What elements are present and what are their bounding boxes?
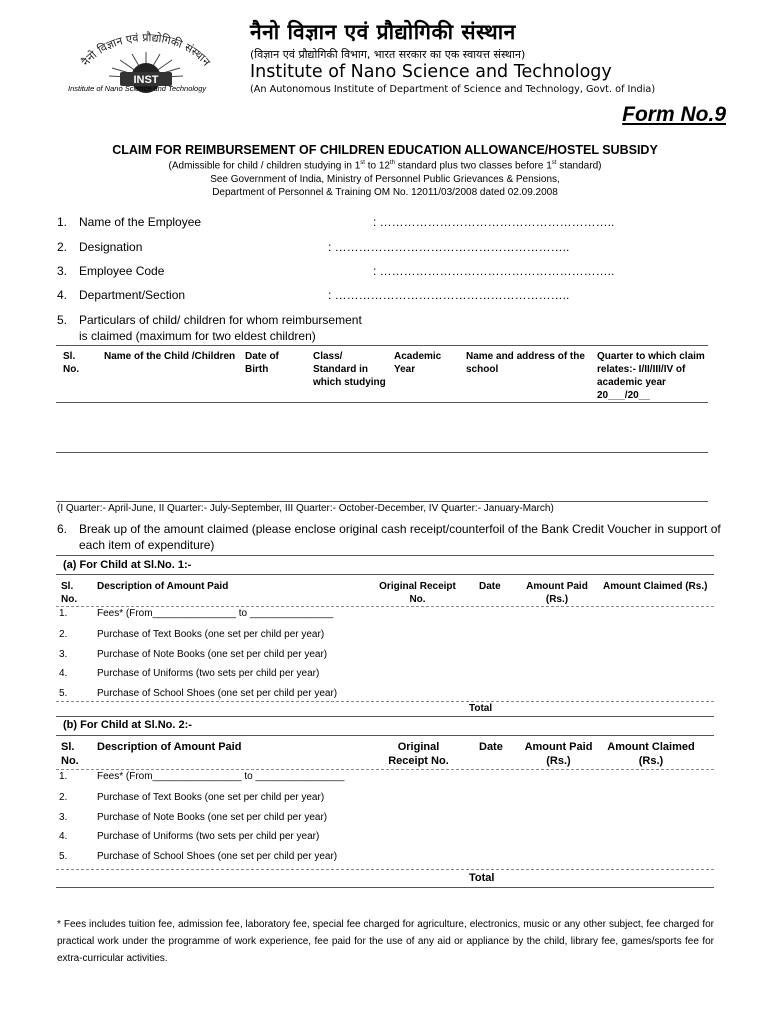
col-receipt-line1: Original Receipt (379, 581, 456, 592)
col-sl (63, 350, 79, 376)
section-b-header (56, 740, 714, 770)
row-number: 5. (59, 851, 68, 862)
col-receipt (370, 580, 465, 606)
row-description: Purchase of Text Books (one set per child per year) (97, 629, 325, 640)
field-label: Employee Code (79, 264, 165, 278)
field-value-dots[interactable]: : ………………………………………………….. (373, 215, 615, 229)
field-number: 4. (57, 288, 68, 302)
english-title: Institute of Nano Science and Technology (250, 62, 612, 82)
col-academic-year (394, 350, 441, 376)
col-year-line1: Academic (394, 351, 442, 362)
form-title: CLAIM FOR REIMBURSEMENT OF CHILDREN EDUCATION ALLOWANCE/HOSTEL SUBSIDY (112, 143, 658, 157)
col-dob (245, 350, 279, 376)
col-sl (61, 740, 79, 768)
row-description: Purchase of School Shoes (one set per child per year) (97, 851, 338, 862)
col-class (313, 350, 386, 389)
col-paid-line2: (Rs.) (546, 755, 571, 767)
row-description: Purchase of Uniforms (two sets per child per year) (97, 831, 320, 842)
col-receipt-line1: Original (397, 741, 440, 753)
row-number: 1. (59, 608, 68, 619)
section-b-total-rule (56, 887, 714, 888)
col-school-line2: school (466, 364, 499, 375)
field-number: 3. (57, 264, 68, 278)
section-b-total: Total (469, 872, 495, 884)
table1-bottom-rule (56, 501, 708, 502)
row-number: 2. (59, 629, 68, 640)
reference-line-1: See Government of India, Ministry of Personnel Public Grievances & Pensions, (210, 174, 560, 185)
col-claimed-line1: Amount Claimed (607, 741, 695, 753)
section-a-row-divider (56, 606, 714, 607)
col-sl-line1: Sl. (61, 581, 74, 592)
section-a-bottom-rule (56, 701, 714, 702)
col-quarter-line4: 20___/20__ (597, 390, 650, 401)
col-receipt-line2: Receipt No. (388, 755, 449, 767)
field-label: Name of the Employee (79, 215, 202, 229)
institute-logo (52, 18, 240, 100)
col-dob-line1: Date of (245, 351, 279, 362)
field-value-dots[interactable]: : ………………………………………………….. (328, 240, 570, 254)
row-number: 4. (59, 668, 68, 679)
children-table-header (56, 350, 708, 402)
section-a-heading: (a) For Child at Sl.No. 1:- (63, 559, 192, 571)
col-amount-claimed (606, 740, 696, 768)
item6-rule (56, 555, 714, 556)
item6-line2: each item of expenditure) (79, 538, 215, 552)
reference-line-2: Department of Personnel & Training OM No. 12011/03/2008 dated 02.09.2008 (212, 187, 558, 198)
admissibility-note: (Admissible for child / children studying in 1st to 12th standard plus two classes before 1st standard) (168, 160, 602, 172)
row-number: 2. (59, 792, 68, 803)
row-description: Fees* (From________________ to ________________ (97, 771, 345, 782)
section-a-total-rule (56, 716, 714, 717)
col-amount-claimed: Amount Claimed (Rs.) (603, 581, 708, 592)
item6-number: 6. (57, 522, 68, 536)
col-description: Description of Amount Paid (97, 581, 229, 592)
col-sl-line2: No. (61, 755, 79, 767)
section-b-row-divider (56, 769, 714, 770)
section-b-top-rule (56, 735, 714, 736)
item5-line1: Particulars of child/ children for whom reimbursement (79, 313, 362, 327)
col-dob-line2: Birth (245, 364, 269, 375)
field-employee-name (57, 215, 757, 231)
col-school-line1: Name and address of the (466, 351, 585, 362)
col-receipt-line2: No. (409, 594, 426, 605)
col-description: Description of Amount Paid (97, 741, 242, 753)
col-class-line1: Class/ (313, 351, 343, 362)
col-sl (61, 580, 77, 606)
col-paid-line1: Amount Paid (524, 741, 593, 753)
col-quarter-line2: relates:- I/II/III/IV of (597, 364, 686, 375)
row-number: 3. (59, 812, 68, 823)
quarters-note: (I Quarter:- April-June, II Quarter:- July-September, III Quarter:- October-December, IV Quarter:- January-March) (57, 503, 554, 514)
table1-row-rule (56, 452, 708, 453)
col-year-line2: Year (394, 364, 416, 375)
col-sl-line1: Sl. (63, 351, 76, 362)
field-number: 1. (57, 215, 68, 229)
field-designation (57, 240, 757, 256)
item6-line1: Break up of the amount claimed (please enclose original cash receipt/counterfoil of the Bank Credit Voucher in support of (79, 522, 721, 536)
col-quarter (597, 350, 705, 402)
col-claimed-line2: (Rs.) (638, 755, 664, 767)
section-b-heading: (b) For Child at Sl.No. 2:- (63, 719, 192, 731)
field-label: Department/Section (79, 288, 186, 302)
col-paid-line2: (Rs.) (545, 594, 569, 605)
row-number: 5. (59, 688, 68, 699)
col-sl-line2: No. (63, 364, 80, 375)
fees-footnote: * Fees includes tuition fee, admission fee, laboratory fee, special fee charged for agriculture, electronics, music or any other subject, fee charged for practical work under the programme of work experience, fee paid for the use of any aid or appliance by the child, library fee, games/sports fee for extra-curricular activities. (57, 919, 714, 964)
hindi-subtitle: (विज्ञान एवं प्रौद्योगिकी विभाग, भारत सरकार का एक स्वायत्त संस्थान) (250, 48, 526, 61)
field-value-dots[interactable]: : ………………………………………………….. (373, 264, 615, 278)
col-class-line2: Standard in (313, 364, 369, 375)
row-number: 3. (59, 649, 68, 660)
field-department (57, 288, 757, 304)
col-quarter-line1: Quarter to which claim (597, 351, 705, 362)
item5-number: 5. (57, 313, 68, 327)
row-description: Fees* (From_______________ to _______________ (97, 608, 334, 619)
col-child-name: Name of the Child /Children (104, 351, 236, 362)
section-b-bottom-rule (56, 869, 714, 870)
table1-header-rule (56, 402, 708, 403)
row-description: Purchase of Note Books (one set per child per year) (97, 649, 328, 660)
col-paid-line1: Amount Paid (526, 581, 588, 592)
row-number: 1. (59, 771, 68, 782)
row-description: Purchase of School Shoes (one set per child per year) (97, 688, 338, 699)
row-description: Purchase of Note Books (one set per child per year) (97, 812, 328, 823)
col-sl-line2: No. (61, 594, 78, 605)
section-a-header (56, 580, 714, 608)
hindi-title: नैनो विज्ञान एवं प्रौद्योगिकी संस्थान (250, 20, 516, 44)
col-amount-paid (522, 580, 592, 606)
logo-caption: Institute of Nano Science and Technology (68, 84, 207, 93)
col-date: Date (479, 581, 501, 592)
logo-hindi-arc: नैनो विज्ञान एवं प्रौद्योगिकी संस्थान (79, 31, 213, 69)
form-number: Form No.9 (622, 103, 726, 126)
table1-top-rule (56, 345, 708, 346)
section-a-total: Total (469, 703, 493, 714)
field-value-dots[interactable]: : ………………………………………………….. (328, 288, 570, 302)
col-class-line3: which studying (313, 377, 386, 388)
col-sl-line1: Sl. (61, 741, 75, 753)
item5-line2: is claimed (maximum for two eldest children) (79, 329, 316, 343)
logo-acronym: INST (133, 74, 159, 86)
col-school (466, 350, 585, 376)
english-subtitle: (An Autonomous Institute of Department of Science and Technology, Govt. of India) (250, 84, 656, 95)
col-receipt (371, 740, 466, 768)
row-description: Purchase of Text Books (one set per child per year) (97, 792, 325, 803)
field-employee-code (57, 264, 757, 280)
col-date: Date (479, 741, 503, 753)
col-amount-paid (521, 740, 596, 768)
col-quarter-line3: academic year (597, 377, 666, 388)
section-a-top-rule (56, 574, 714, 575)
field-number: 2. (57, 240, 68, 254)
row-description: Purchase of Uniforms (two sets per child per year) (97, 668, 320, 679)
row-number: 4. (59, 831, 68, 842)
field-label: Designation (79, 240, 143, 254)
